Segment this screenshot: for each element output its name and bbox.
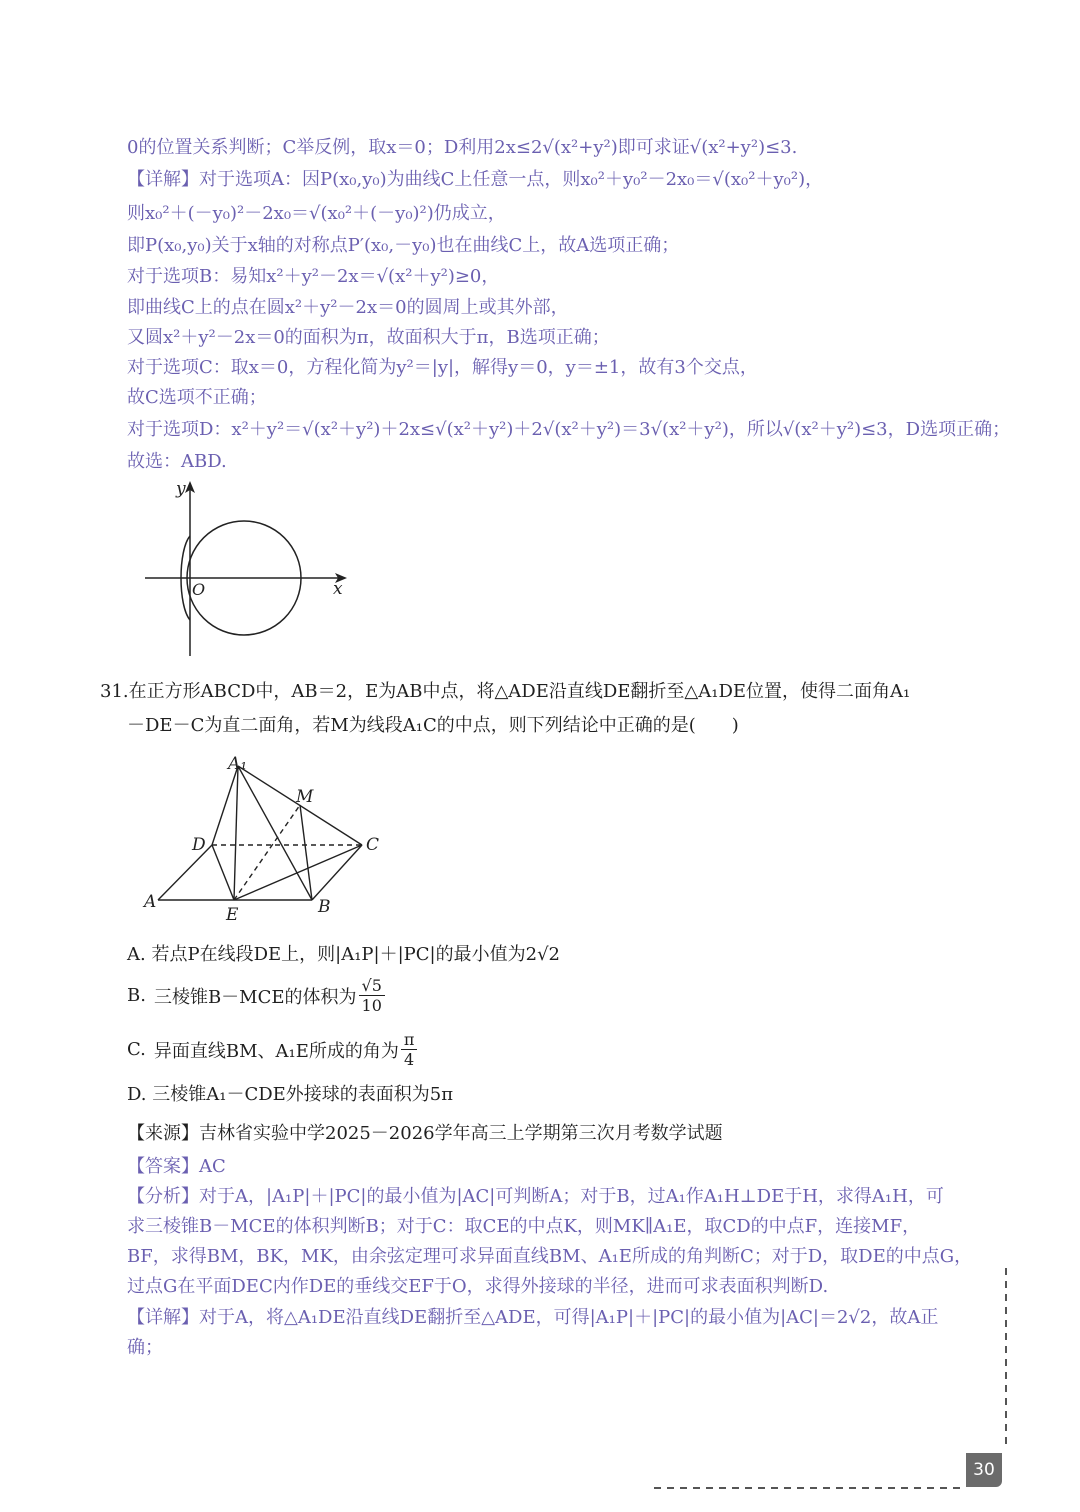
analysis-line: 过点G在平面DEC内作DE的垂线交EF于O，求得外接球的半径，进而可求表面积判断D. [127,1276,829,1297]
solution-line: 即曲线C上的点在圆x²＋y²－2x＝0的圆周上或其外部， [127,297,569,318]
solution-line: 对于选项B：易知x²＋y²－2x＝√(x²＋y²)≥0， [127,266,500,287]
analysis-line: BF，求得BM，BK，MK，由余弦定理可求异面直线BM、A₁E所成的角判断C；对于D，取DE的中点G， [127,1246,973,1267]
question-number: 31. [100,681,129,702]
page-number: 30 [966,1453,1002,1487]
question-text: 在正方形ABCD中，AB＝2，E为AB中点，将△ADE沿直线DE翻折至△A₁DE位置，使得二面角A₁ [128,681,911,702]
y-label: y [176,479,186,499]
analysis-line: 【分析】对于A，|A₁P|＋|PC|的最小值为|AC|可判断A；对于B，过A₁作A₁H⊥DE于H，求得A₁H，可 [127,1186,944,1207]
option-text: 三棱锥A₁－CDE外接球的表面积为5π [152,1084,454,1105]
solution-line: 0的位置关系判断；C举反例，取x＝0；D利用2x≤2√(x²+y²)即可求证√(x²+y²)≤3. [127,137,798,158]
solution-line: 即P(x₀,y₀)关于x轴的对称点P′(x₀,－y₀)也在曲线C上，故A选项正确； [127,235,680,256]
vertex-label-E: E [226,905,239,924]
option-text: 若点P在线段DE上，则|A₁P|＋|PC|的最小值为2√2 [151,944,560,965]
solution-line: 对于选项D：x²＋y²＝√(x²＋y²)＋2x≤√(x²＋y²)＋2√(x²＋y²)＝3√(x²＋y²)，所以√(x²＋y²)≤3，D选项正确； [127,419,1011,440]
detail-line: 确； [127,1337,163,1358]
option-d [127,1080,453,1106]
option-label: A. [127,944,146,965]
vertex-label-D: D [192,835,206,855]
vertex-label-C: C [366,835,380,855]
option-label: D. [127,1084,147,1105]
option-label: B. [127,985,146,1006]
fraction-numerator: √5 [359,976,385,996]
option-a [127,940,560,966]
curve-figure [140,478,360,660]
option-b [127,976,385,1015]
fraction-denominator: 4 [404,1050,415,1069]
solution-line: 故C选项不正确； [127,387,267,408]
solution-line: 又圆x²＋y²－2x＝0的面积为π，故面积大于π，B选项正确； [127,327,610,348]
answer-line: 【答案】AC [127,1156,226,1177]
fraction-numerator: π [401,1030,418,1050]
fraction-denominator: 10 [361,996,382,1015]
fraction [359,976,385,1015]
vertex-label-A1: A₁ [228,754,248,774]
vertex-label-A: A [144,892,157,912]
vertex-label-B: B [318,897,331,917]
page-border-decoration [640,1260,1020,1500]
analysis-line: 求三棱锥B－MCE的体积判断B；对于C：取CE的中点K，则MK∥A₁E，取CD的中点F，连接MF， [127,1216,921,1237]
x-label: x [333,579,343,599]
solution-line: 则x₀²＋(－y₀)²－2x₀＝√(x₀²＋(－y₀)²)仍成立， [127,203,506,224]
origin-label: O [192,580,206,599]
vertex-label-M: M [296,787,314,807]
option-label: C. [127,1039,146,1060]
option-text: 异面直线BM、A₁E所成的角为 [153,1040,399,1062]
option-text: 三棱锥B－MCE的体积为 [153,986,357,1008]
pyramid-figure [140,752,390,924]
solution-line: 对于选项C：取x＝0，方程化简为y²＝|y|，解得y＝0，y＝±1，故有3个交点， [127,357,758,378]
solution-line: 故选：ABD. [127,451,227,472]
source-line: 【来源】吉林省实验中学2025－2026学年高三上学期第三次月考数学试题 [127,1123,723,1144]
question-line-1 [100,680,910,704]
solution-line: 【详解】对于选项A：因P(x₀,y₀)为曲线C上任意一点，则x₀²＋y₀²－2x₀＝√(x₀²＋y₀²)， [127,169,824,190]
question-line-2: －DE－C为直二面角，若M为线段A₁C的中点，则下列结论中正确的是( ) [127,715,739,736]
fraction [401,1030,418,1069]
option-c [127,1030,417,1069]
detail-line: 【详解】对于A，将△A₁DE沿直线DE翻折至△ADE，可得|A₁P|＋|PC|的最小值为|AC|＝2√2，故A正 [127,1307,939,1328]
